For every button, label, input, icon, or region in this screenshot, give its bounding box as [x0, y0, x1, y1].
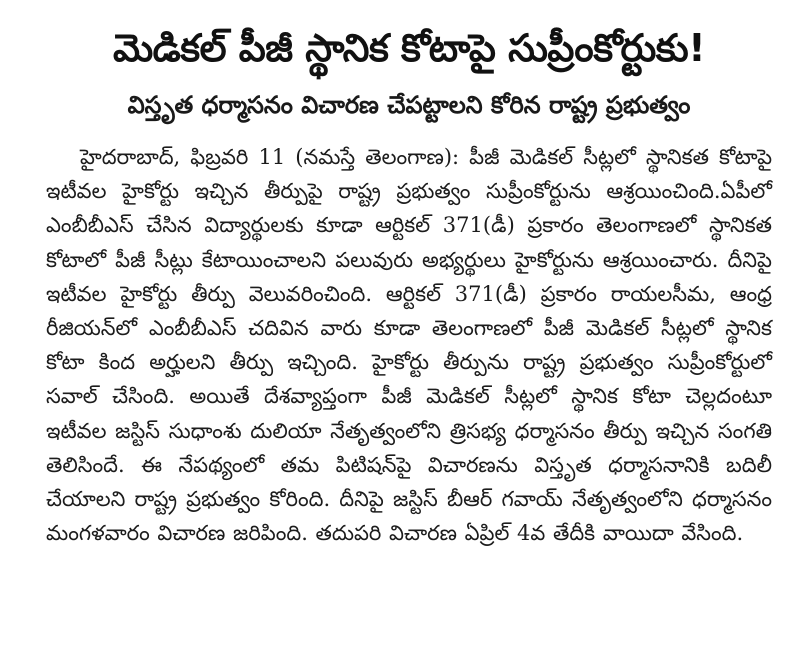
article-subheading: విస్తృత ధర్మాసనం విచారణ చేపట్టాలని కోరిన రాష్ట్ర ప్రభుత్వం — [127, 91, 691, 119]
article-body: హైదరాబాద్, ఫిబ్రవరి 11 (నమస్తే తెలంగాణ): పీజీ మెడికల్ సీట్లలో స్థానికత కోటాపై ఇటీవల హైకోర్టు ఇచ్చిన తీర్పుపై రాష్ట్ర ప్రభుత్వం సుప్రీంకోర్టును ఆశ్రయించింది.ఏపీలో ఎంబీబీఎస్ చేసిన విద్యార్థులకు కూడా ఆర్టికల్ 371(డీ) ప్రకారం తెలంగాణలో స్థానికత కోటాలో పీజీ సీట్లు కేటాయించాలని పలువురు అభ్యర్థులు హైకోర్టును ఆశ్రయించారు. దీనిపై ఇటీవల హైకోర్టు తీర్పు వెలువరించింది. ఆర్టికల్ 371(డీ) ప్రకారం రాయలసీమ, ఆంధ్ర రీజియన్‌లో ఎంబీబీఎస్ చదివిన వారు కూడా తెలంగాణలో పీజీ మెడికల్ సీట్లలో స్థానిక కోటా కింద అర్హులని తీర్పు ఇచ్చింది. హైకోర్టు తీర్పును రాష్ట్ర ప్రభుత్వం సుప్రీంకోర్టులో సవాల్ చేసింది. అయితే దేశవ్యాప్తంగా పీజీ మెడికల్ సీట్లలో స్థానిక కోటా చెల్లదంటూ ఇటీవల జస్టిస్ సుధాంశు దులియా నేతృత్వంలోని త్రిసభ్య ధర్మాసనం తీర్పు ఇచ్చిన సంగతి తెలిసిందే. ఈ నేపథ్యంలో తమ పిటిషన్‌పై విచారణను విస్తృత ధర్మాసనానికి బదిలీ చేయాలని రాష్ట్ర ప్రభుత్వం కోరింది. దీనిపై జస్టిస్ బీఆర్ గవాయ్ నేతృత్వంలోని ధర్మాసనం మంగళవారం విచారణ జరిపింది. తదుపరి విచారణ ఏప్రిల్ 4వ తేదీకి వాయిదా వేసింది. — [46, 145, 772, 546]
article-headline: మెడికల్ పీజీ స్థానిక కోటాపై సుప్రీంకోర్టుకు! — [112, 26, 706, 70]
